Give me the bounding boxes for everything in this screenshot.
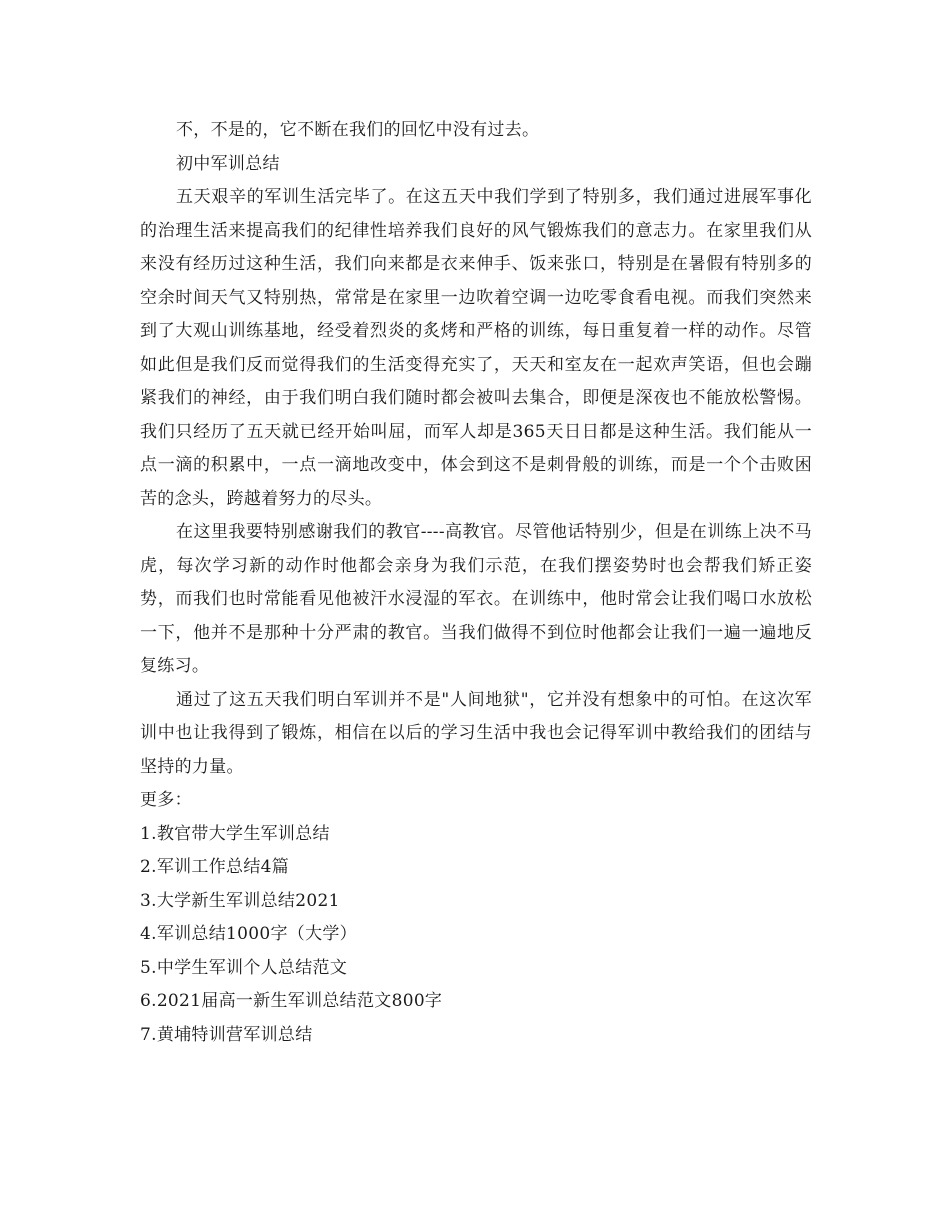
paragraph-body-3: 通过了这五天我们明白军训并不是"人间地狱"，它并没有想象中的可怕。在这次军训中也让我得到了锻炼，相信在以后的学习生活中我也会记得军训中教给我们的团结与坚持的力量。 <box>140 689 812 777</box>
document-page <box>140 114 812 1052</box>
more-link-4[interactable]: 4.军训总结1000字（大学） <box>140 924 357 944</box>
paragraph-body-1: 五天艰辛的军训生活完毕了。在这五天中我们学到了特别多，我们通过进展军事化的治理生活来提高我们的纪律性培养我们良好的风气锻炼我们的意志力。在家里我们从来没有经历过这种生活，我们向来都是衣来伸手、饭来张口，特别是在暑假有特别多的空余时间天气又特别热，常常是在家里一边吹着空调一边吃零食看电视。而我们突然来到了大观山训练基地，经受着烈炎的炙烤和严格的训练，每日重复着一样的动作。尽管如此但是我们反而觉得我们的生活变得充实了，天天和室友在一起欢声笑语，但也会蹦紧我们的神经，由于我们明白我们随时都会被叫去集合，即便是深夜也不能放松警惕。我们只经历了五天就已经开始叫屈，而军人却是365天日日都是这种生活。我们能从一点一滴的积累中，一点一滴地改变中，体会到这不是刺骨般的训练，而是一个个击败困苦的念头，跨越着努力的尽头。 <box>140 187 812 509</box>
more-link-2[interactable]: 2.军训工作总结4篇 <box>140 857 290 877</box>
more-link-3[interactable]: 3.大学新生军训总结2021 <box>140 890 340 911</box>
more-list <box>140 818 812 1053</box>
more-link-6[interactable]: 6.2021届高一新生军训总结范文800字 <box>140 991 443 1011</box>
more-link-5[interactable]: 5.中学生军训个人总结范文 <box>140 957 348 978</box>
more-link-7[interactable]: 7.黄埔特训营军训总结 <box>140 1024 313 1045</box>
section-title: 初中军训总结 <box>176 153 280 174</box>
more-link-1[interactable]: 1.教官带大学生军训总结 <box>140 823 330 844</box>
more-label: 更多： <box>140 790 192 810</box>
paragraph-intro: 不，不是的，它不断在我们的回忆中没有过去。 <box>176 120 540 140</box>
paragraph-body-2: 在这里我要特别感谢我们的教官----高教官。尽管他话特别少，但是在训练上决不马虎，每次学习新的动作时他都会亲身为我们示范，在我们摆姿势时也会帮我们矫正姿势，而我们也时常能看见他被汗水浸湿的军衣。在训练中，他时常会让我们喝口水放松一下，他并不是那种十分严肃的教官。当我们做得不到位时他都会让我们一遍一遍地反复练习。 <box>140 522 812 676</box>
